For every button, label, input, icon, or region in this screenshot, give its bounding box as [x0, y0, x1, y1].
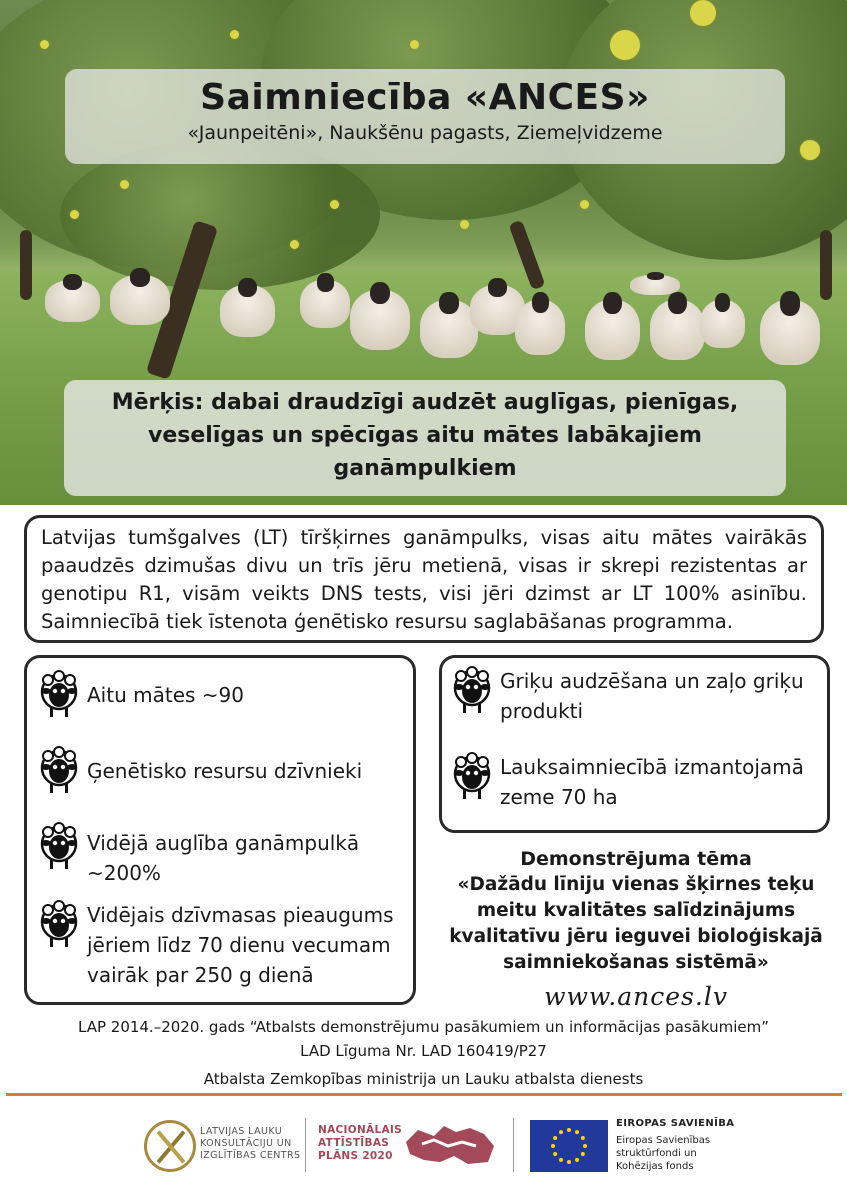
feature-text: Aitu mātes ~90 — [87, 683, 244, 707]
goal-panel — [64, 380, 786, 496]
feature-item — [452, 752, 822, 812]
feature-item — [39, 746, 399, 794]
description-text: Latvijas tumšgalves (LT) tīršķirnes ganāmpulks, visas aitu mātes vairākās paaudzēs dzimušas divu un trīs jēru metienā, visas ir skrepi rezistentas ar genotipu R1, visām veikts DNS tests, visi jēri dzimst ar LT 100% asinību. Saimniecībā tiek īstenota ģenētisko resursu saglabāšanas programma. — [41, 526, 807, 633]
features-left-panel — [24, 655, 416, 1005]
eu-star — [567, 1160, 571, 1164]
demo-line: saimniekošanas sistēmā» — [503, 952, 769, 973]
eu-star — [567, 1128, 571, 1132]
footer-divider — [6, 1093, 842, 1096]
eu-star — [559, 1130, 563, 1134]
eu-title: EIROPAS SAVIENĪBA — [616, 1118, 735, 1129]
latvia-map-icon — [404, 1122, 496, 1168]
eu-star — [551, 1144, 555, 1148]
support-line: Atbalsta Zemkopības ministrija un Lauku atbalsta dienests — [203, 1070, 644, 1088]
features-right-panel — [439, 655, 830, 833]
feature-item — [452, 666, 822, 726]
title-panel — [65, 69, 785, 164]
logo-separator — [305, 1118, 306, 1172]
feature-text: Vidējais dzīvmasas pieaugums jēriem līdz 70 dienu vecumam vairāk par 250 g dienā — [87, 903, 394, 987]
sheep-icon — [39, 746, 79, 794]
sheep-icon — [39, 900, 79, 948]
location-subtitle: «Jaunpeitēni», Naukšēnu pagasts, Ziemeļvidzeme — [187, 122, 663, 144]
eu-subtitle: Eiropas Savienības struktūrfondi un Kohēzijas fonds — [616, 1135, 711, 1172]
website-link[interactable]: www.ances.lv — [544, 982, 728, 1011]
eu-star — [581, 1152, 585, 1156]
demo-line: meitu kvalitātes salīdzinājums — [476, 900, 796, 921]
demo-line: kvalitatīvu jēru ieguvei bioloģiskajā — [449, 926, 823, 947]
sheep-icon — [452, 666, 492, 714]
feature-item — [39, 900, 409, 990]
eu-star — [553, 1136, 557, 1140]
eu-star — [583, 1144, 587, 1148]
eu-star — [581, 1136, 585, 1140]
page-title: Saimniecība «ANCES» — [200, 77, 650, 118]
feature-item — [39, 822, 399, 888]
demo-title: Demonstrējuma tēma — [520, 848, 752, 870]
goal-line: ganāmpulkiem — [333, 456, 517, 481]
feature-text: Vidējā auglība ganāmpulkā ~200% — [87, 831, 360, 885]
demo-line: «Dažādu līniju vienas šķirnes teķu — [457, 874, 815, 895]
logo-row — [0, 1112, 847, 1177]
llkc-logo-text: LATVIJAS LAUKU KONSULTĀCIJU UN IZGLĪTĪBAS CENTRS — [200, 1126, 301, 1161]
program-line: LAP 2014.–2020. gads “Atbalsts demonstrējumu pasākumiem un informācijas pasākumiem” — [78, 1018, 769, 1036]
demo-theme — [440, 846, 832, 976]
eu-star — [575, 1158, 579, 1162]
feature-text: Griķu audzēšana un zaļo griķu produkti — [500, 669, 804, 723]
nap-logo-text: NACIONĀLAIS ATTĪSTĪBAS PLĀNS 2020 — [318, 1124, 402, 1162]
sheep-icon — [39, 670, 79, 718]
contract-line: LAD Līguma Nr. LAD 160419/P27 — [300, 1042, 547, 1060]
sheep-icon — [452, 752, 492, 800]
llkc-logo-icon — [144, 1120, 196, 1172]
feature-text: Lauksaimniecībā izmantojamā zeme 70 ha — [500, 755, 804, 809]
feature-text: Ģenētisko resursu dzīvnieki — [87, 759, 363, 783]
hero-photo — [0, 0, 847, 505]
feature-item — [39, 670, 399, 718]
eu-flag-icon — [530, 1120, 608, 1172]
eu-star — [575, 1130, 579, 1134]
eu-star — [559, 1158, 563, 1162]
sheep-icon — [39, 822, 79, 870]
description-panel — [24, 515, 824, 643]
logo-separator — [513, 1118, 514, 1172]
eu-star — [553, 1152, 557, 1156]
goal-line: veselīgas un spēcīgas aitu mātes labākajiem — [148, 423, 702, 448]
goal-line: Mērķis: dabai draudzīgi audzēt auglīgas, pienīgas, — [111, 390, 739, 415]
